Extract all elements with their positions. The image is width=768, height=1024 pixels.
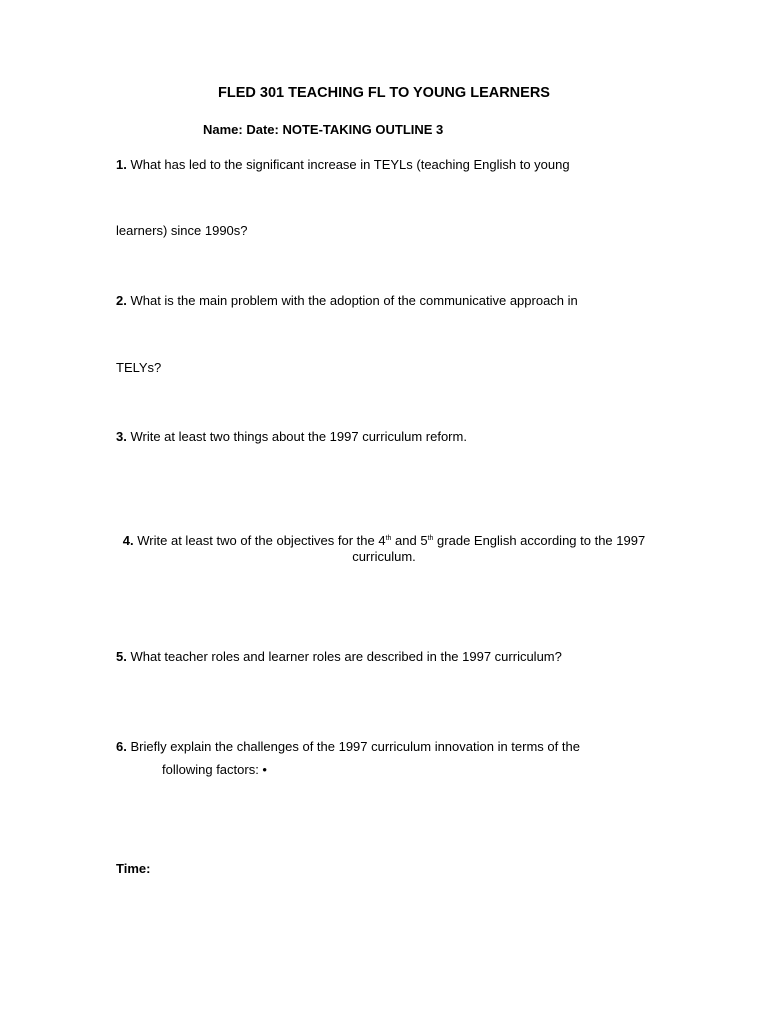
question-5 xyxy=(116,649,562,664)
question-4-line-2: curriculum. xyxy=(352,549,416,564)
question-4 xyxy=(0,533,768,565)
page-title: FLED 301 TEACHING FL TO YOUNG LEARNERS xyxy=(218,85,550,101)
question-5-number: 5. xyxy=(116,649,127,664)
question-3-number: 3. xyxy=(116,429,127,444)
question-6-text: Briefly explain the challenges of the 1997 curriculum innovation in terms of the xyxy=(130,739,580,754)
question-4-text-c: grade English according to the 1997 xyxy=(433,533,646,548)
question-2-text: What is the main problem with the adoption of the communicative approach in xyxy=(130,293,578,308)
page-subtitle: Name: Date: NOTE-TAKING OUTLINE 3 xyxy=(203,122,444,137)
question-4-number: 4. xyxy=(122,533,134,548)
question-1-continuation: learners) since 1990s? xyxy=(116,223,248,238)
question-6-continuation: following factors: • xyxy=(162,762,267,777)
question-1-text: What has led to the significant increase in TEYLs (teaching English to young xyxy=(130,157,570,172)
question-1 xyxy=(116,157,570,172)
question-2-number: 2. xyxy=(116,293,127,308)
question-5-text: What teacher roles and learner roles are described in the 1997 curriculum? xyxy=(130,649,562,664)
question-4-text-a: Write at least two of the objectives for the 4 xyxy=(137,533,386,548)
question-6-number: 6. xyxy=(116,739,127,754)
question-2 xyxy=(116,293,578,308)
question-4-text-b: and 5 xyxy=(391,533,428,548)
question-4-sup-b: th xyxy=(427,535,434,542)
question-3-text: Write at least two things about the 1997 curriculum reform. xyxy=(130,429,467,444)
question-3 xyxy=(116,429,467,444)
time-label: Time: xyxy=(116,861,151,876)
question-6 xyxy=(116,739,580,754)
question-4-line-1 xyxy=(0,533,768,549)
question-2-continuation: TELYs? xyxy=(116,360,162,375)
question-1-number: 1. xyxy=(116,157,127,172)
question-4-sup-a: th xyxy=(385,535,392,542)
